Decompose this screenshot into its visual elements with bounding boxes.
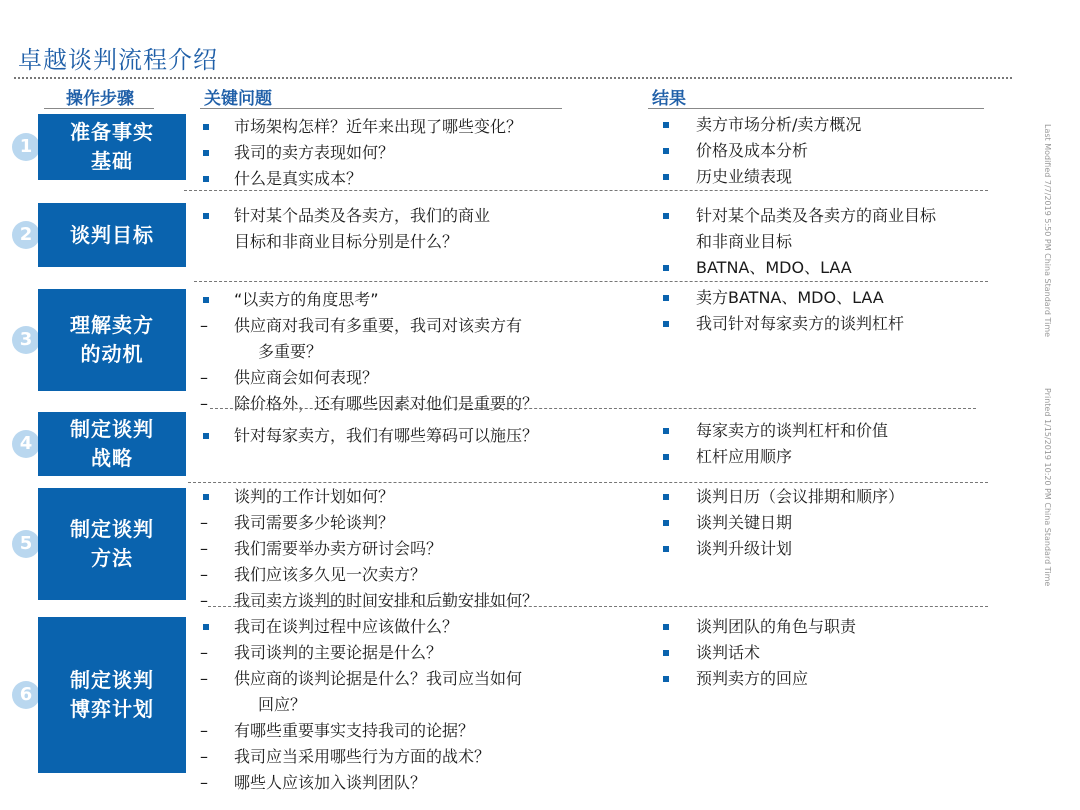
result-text: BATNA、MDO、LAA — [696, 258, 852, 277]
results-cell — [660, 484, 1020, 562]
dash-icon: – — [200, 669, 208, 688]
questions-list — [200, 287, 645, 417]
sub-question-item — [200, 588, 645, 614]
question-item — [200, 140, 645, 166]
questions-list — [200, 114, 645, 192]
results-header-rule — [648, 108, 984, 109]
questions-header-rule — [200, 108, 562, 109]
result-item — [660, 444, 1020, 470]
steps-header-rule — [44, 108, 154, 109]
step-number-badge: 6 — [12, 681, 40, 709]
column-header-questions: 关键问题 — [204, 89, 272, 109]
bullet-icon — [203, 433, 209, 439]
sub-question-text: 我们应该多久见一次卖方？ — [234, 565, 427, 584]
results-cell — [660, 418, 1020, 470]
sub-question-item — [200, 365, 645, 391]
row-divider — [210, 408, 976, 409]
result-text: 卖方BATNA、MDO、LAA — [696, 288, 884, 307]
sub-question-item — [200, 718, 645, 744]
sub-question-text: 我司卖方谈判的时间安排和后勤安排如何？ — [234, 591, 539, 610]
sub-question-text: 我们需要举办卖方研讨会吗？ — [234, 539, 443, 558]
question-item — [200, 166, 645, 192]
result-item — [660, 285, 1020, 311]
result-item — [660, 138, 1020, 164]
row-divider — [188, 482, 988, 483]
sub-question-text: 除价格外，还有哪些因素对他们是重要的？ — [234, 394, 539, 413]
step-label-box: 理解卖方 的动机 — [38, 289, 186, 391]
sub-question-item — [200, 562, 645, 588]
question-text: 什么是真实成本？ — [234, 169, 363, 188]
results-list — [660, 285, 1020, 337]
result-item — [660, 536, 1020, 562]
results-list — [660, 112, 1020, 190]
result-item — [660, 164, 1020, 190]
questions-cell — [200, 114, 645, 192]
bullet-icon — [663, 650, 669, 656]
results-cell — [660, 614, 1020, 692]
dash-icon: – — [200, 539, 208, 558]
result-text: 我司针对每家卖方的谈判杠杆 — [696, 314, 905, 333]
row-divider — [184, 190, 988, 191]
sub-question-text: 供应商的谈判论据是什么？我司应当如何 — [234, 669, 523, 688]
question-item — [200, 614, 645, 640]
dash-icon: – — [200, 591, 208, 610]
result-item — [660, 666, 1020, 692]
sub-question-item — [200, 770, 645, 796]
step-number-badge: 4 — [12, 430, 40, 458]
sub-question-item — [200, 391, 645, 417]
results-cell — [660, 285, 1020, 337]
side-note-printed: Printed 1/15/2019 10:20 PM China Standard Time — [1043, 388, 1052, 587]
bullet-icon — [203, 297, 209, 303]
question-item — [200, 423, 645, 449]
bullet-icon — [663, 295, 669, 301]
question-text: 针对每家卖方，我们有哪些筹码可以施压？ — [234, 426, 539, 445]
bullet-icon — [203, 624, 209, 630]
question-item — [200, 484, 645, 510]
results-list — [660, 484, 1020, 562]
result-text: 价格及成本分析 — [696, 141, 809, 160]
sub-question-item — [200, 510, 645, 536]
questions-cell — [200, 203, 645, 255]
sub-question-continuation: 回应？ — [258, 695, 307, 714]
questions-list — [200, 203, 645, 255]
sub-question-text: 我司需要多少轮谈判？ — [234, 513, 395, 532]
bullet-icon — [663, 454, 669, 460]
result-text: 预判卖方的回应 — [696, 669, 809, 688]
question-item — [200, 203, 645, 255]
question-text: 我司在谈判过程中应该做什么？ — [234, 617, 459, 636]
result-item — [660, 112, 1020, 138]
page-title: 卓越谈判流程介绍 — [18, 46, 218, 74]
questions-cell — [200, 484, 645, 614]
title-divider — [14, 77, 1012, 79]
column-header-results: 结果 — [652, 89, 686, 109]
question-text: 我司的卖方表现如何？ — [234, 143, 395, 162]
dash-icon: – — [200, 368, 208, 387]
step-label-box: 制定谈判 方法 — [38, 488, 186, 600]
row-divider — [194, 281, 988, 282]
column-header-steps: 操作步骤 — [66, 89, 134, 109]
dash-icon: – — [200, 773, 208, 792]
question-item — [200, 287, 645, 313]
step-number-badge: 5 — [12, 530, 40, 558]
bullet-icon — [663, 122, 669, 128]
side-note-modified: Last Modified 7/7/2019 5:50 PM China Standard Time — [1043, 124, 1052, 338]
results-cell — [660, 112, 1020, 190]
dash-icon: – — [200, 316, 208, 335]
sub-question-continuation: 多重要？ — [258, 342, 323, 361]
dash-icon: – — [200, 513, 208, 532]
result-text: 谈判关键日期 — [696, 513, 793, 532]
bullet-icon — [663, 213, 669, 219]
bullet-icon — [203, 213, 209, 219]
result-text: 历史业绩表现 — [696, 167, 793, 186]
dash-icon: – — [200, 747, 208, 766]
bullet-icon — [663, 428, 669, 434]
dash-icon: – — [200, 565, 208, 584]
sub-question-item — [200, 640, 645, 666]
bullet-icon — [663, 676, 669, 682]
bullet-icon — [663, 174, 669, 180]
question-item — [200, 114, 645, 140]
result-item — [660, 510, 1020, 536]
questions-list — [200, 484, 645, 614]
bullet-icon — [663, 624, 669, 630]
result-text: 谈判日历（会议排期和顺序） — [696, 487, 905, 506]
bullet-icon — [663, 148, 669, 154]
questions-cell — [200, 614, 645, 796]
result-item — [660, 203, 1020, 255]
question-text: 谈判的工作计划如何？ — [234, 487, 395, 506]
row-divider — [208, 606, 988, 607]
result-text: 杠杆应用顺序 — [696, 447, 793, 466]
sub-question-text: 有哪些重要事实支持我司的论据？ — [234, 721, 475, 740]
sub-question-text: 供应商对我司有多重要，我司对该卖方有 — [234, 316, 523, 335]
step-label-box: 制定谈判 战略 — [38, 412, 186, 476]
sub-question-item — [200, 313, 645, 339]
sub-question-item — [200, 744, 645, 770]
questions-cell — [200, 423, 645, 449]
results-cell — [660, 203, 1020, 281]
bullet-icon — [663, 546, 669, 552]
results-list — [660, 203, 1020, 281]
result-text: 每家卖方的谈判杠杆和价值 — [696, 421, 889, 440]
sub-question-item — [200, 536, 645, 562]
dash-icon: – — [200, 721, 208, 740]
result-item — [660, 255, 1020, 281]
result-item — [660, 484, 1020, 510]
bullet-icon — [203, 150, 209, 156]
bullet-icon — [203, 494, 209, 500]
step-label-box: 准备事实 基础 — [38, 114, 186, 180]
question-text: 市场架构怎样？近年来出现了哪些变化？ — [234, 117, 523, 136]
questions-cell — [200, 287, 645, 417]
question-text: “以卖方的角度思考” — [234, 290, 379, 309]
result-text: 谈判话术 — [696, 643, 761, 662]
step-label-box: 制定谈判 博弈计划 — [38, 617, 186, 773]
result-item — [660, 640, 1020, 666]
questions-list — [200, 423, 645, 449]
result-item — [660, 418, 1020, 444]
sub-question-text: 我司谈判的主要论据是什么？ — [234, 643, 443, 662]
bullet-icon — [203, 124, 209, 130]
question-text: 针对某个品类及各卖方，我们的商业 目标和非商业目标分别是什么？ — [234, 206, 491, 251]
result-text: 谈判团队的角色与职责 — [696, 617, 857, 636]
step-label-box: 谈判目标 — [38, 203, 186, 267]
result-item — [660, 614, 1020, 640]
results-list — [660, 614, 1020, 692]
result-text: 卖方市场分析/卖方概况 — [696, 115, 862, 134]
result-text: 针对某个品类及各卖方的商业目标 和非商业目标 — [696, 206, 937, 251]
bullet-icon — [663, 265, 669, 271]
sub-question-text: 哪些人应该加入谈判团队？ — [234, 773, 427, 792]
questions-list — [200, 614, 645, 796]
step-number-badge: 1 — [12, 133, 40, 161]
bullet-icon — [663, 321, 669, 327]
dash-icon: – — [200, 394, 208, 413]
dash-icon: – — [200, 643, 208, 662]
result-text: 谈判升级计划 — [696, 539, 793, 558]
bullet-icon — [203, 176, 209, 182]
sub-question-item — [200, 666, 645, 692]
sub-question-text: 供应商会如何表现？ — [234, 368, 379, 387]
sub-question-text: 我司应当采用哪些行为方面的战术？ — [234, 747, 491, 766]
result-item — [660, 311, 1020, 337]
step-number-badge: 2 — [12, 221, 40, 249]
step-number-badge: 3 — [12, 326, 40, 354]
results-list — [660, 418, 1020, 470]
bullet-icon — [663, 520, 669, 526]
bullet-icon — [663, 494, 669, 500]
